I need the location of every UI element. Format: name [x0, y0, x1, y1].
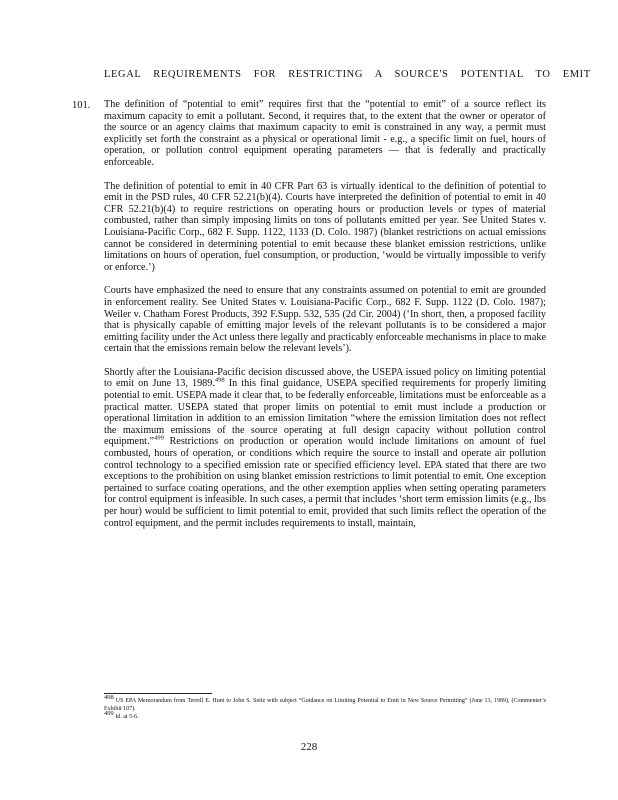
footnote-mark: 498	[104, 694, 114, 701]
paragraph-4-part-2: In this final guidance, USEPA specified requirements for properly limiting potential to emit. USEPA made it clear that, to be federally enforceable, limitations must be enforceable as a practical matter. USEPA stated that proper limits on potential to emit must include a production or operational limitation in addition to an emission limitation “where the emission limitation does not reflect the maximum emissions of the source operating at full design capacity without pollution control equipment.”	[104, 378, 546, 448]
paragraph-3: Courts have emphasized the need to ensure that any constraints assumed on potential to emit are grounded in enforcement reality. See United States v. Louisiana-Pacific Corp., 682 F. Supp. 1122 (D. Colo. 1987); Weiler v. Chatham Forest Products, 392 F.Supp. 532, 535 (2d Cir. 2004) (‘In short, then, a proposed facility that is physically capable of emitting major levels of the relevant pollutants is to be considered a major emitting facility under the Act unless there legally and practicably enforceable mechanisms in place to make certain that the emissions remain below the relevant levels’).	[104, 285, 546, 355]
footnotes	[104, 694, 547, 721]
footnote-499	[104, 710, 546, 721]
footnote-498	[104, 694, 547, 713]
paragraph-4	[104, 367, 546, 529]
footnote-ref-499[interactable]: 499	[154, 435, 164, 443]
footnote-text: Id. at 5-6.	[115, 714, 139, 720]
footnote-text: US EPA Memorandum from Terrell E. Hunt to John S. Seitz with subject “Guidance on Limiting Potential to Emit in New Source Permitting” (June 13, 1989), (Commenter’s Exhibit 107).	[104, 698, 547, 712]
footnote-mark: 499	[104, 710, 114, 717]
footnote-ref-498[interactable]: 498	[214, 377, 225, 385]
section-heading: LEGAL REQUIREMENTS FOR RESTRICTING A SOURCE'S POTENTIAL TO EMIT	[104, 69, 591, 80]
paragraph-2: The definition of potential to emit in 40 CFR Part 63 is virtually identical to the definition of potential to emit in the PSD rules, 40 CFR 52.21(b)(4). Courts have interpreted the definition of potential to emit in 40 CFR 52.21(b)(4) to require restrictions on operating hours or production levels or types of material combusted, rather than simply imposing limits on tons of pollutants emitted per year. See United States v. Louisiana-Pacific Corp., 682 F. Supp. 1122, 1133 (D. Colo. 1987) (blanket restrictions on actual emissions cannot be considered in determining potential to emit because these blanket emission restrictions, unlike limitations on hours of operation, fuel consumption, or production, ‘would be virtually impossible to verify or enforce.’)	[104, 180, 546, 273]
paragraph-1: The definition of “potential to emit” requires first that the “potential to emit” of a source reflect its maximum capacity to emit a pollutant. Second, it requires that, to the extent that the owner or operator of the source or an agency claims that maximum capacity to emit is constrained in any way, a permit must explicitly set forth the constraint as a physical or operational limit - e.g., a specific limit on fuel, hours of operation, or pollution control equipment operating parameters — that is federally and practically enforceable.	[104, 99, 546, 168]
page-number: 228	[300, 741, 318, 753]
body-text	[104, 99, 546, 541]
paragraph-4-part-3: Restrictions on production or operation would include limitations on amount of fuel combusted, hours of operation, or conditions which require the source to install and operate air pollution control technology to a specified emission rate or specified efficiency level. EPA stated that there are two exceptions to the prohibition on using blanket emission restrictions to limit potential to emit. One exception pertained to surface coating operations, and the other exemption applies when setting operating parameters for control equipment is infeasible. In such cases, a permit that includes ‘short term emission limits (e.g., lbs per hour) would be sufficient to limit potential to emit, provided that such limits reflect the operation of the control equipment, and the permit includes requirements to install, maintain,	[104, 436, 546, 529]
paragraph-4-part-1: Shortly after the Louisiana-Pacific decision discussed above, the USEPA issued policy on limiting potential to emit on June 13, 1989.	[104, 366, 546, 390]
paragraph-number: 101.	[72, 100, 91, 111]
footnote-divider	[104, 693, 212, 694]
